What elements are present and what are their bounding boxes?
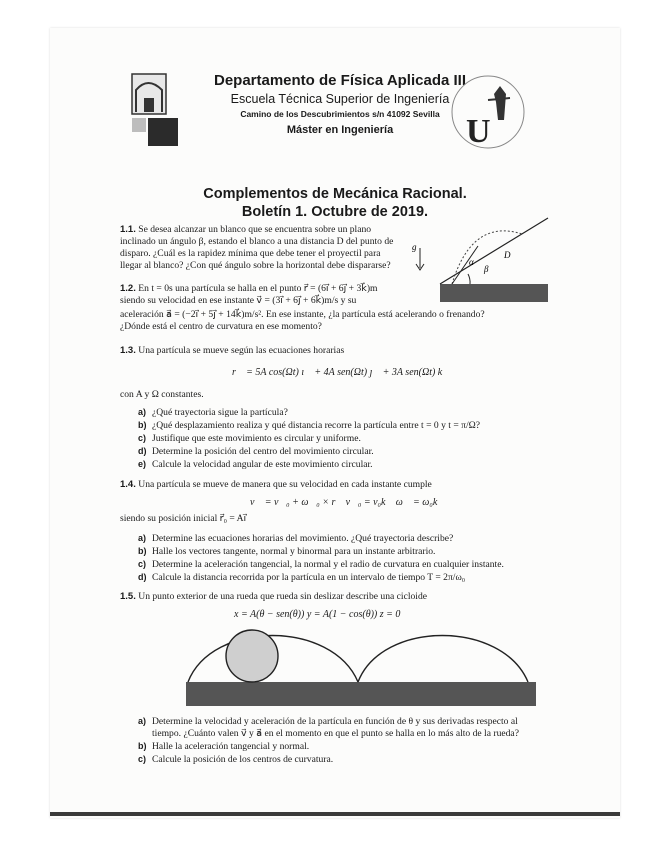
problem-1-3-equation: r⃗ = 5A cos(Ωt) ı⃗ + 4A sen(Ωt) ȷ⃗ + 3A sen(Ωt) k⃗	[232, 367, 451, 378]
problem-1-4-initial: siendo su posición inicial r⃗₀ = Aı⃗	[120, 513, 247, 524]
scan-edge-line	[50, 812, 620, 816]
master-name: Máster en Ingeniería	[286, 124, 394, 136]
fig-label-beta: β	[484, 264, 489, 274]
problem-1-5-item-a-cont: tiempo. ¿Cuánto valen v⃗ y a⃗ en el momento en que el punto se halla en lo más alto de la rueda?	[152, 728, 519, 739]
rolling-wheel	[226, 630, 278, 682]
bulletin-title: Complementos de Mecánica Racional.	[203, 186, 467, 202]
problem-1-3-item-d: d) Determine la posición del centro del movimiento circular.	[138, 446, 374, 457]
department-name: Departamento de Física Aplicada III	[213, 72, 467, 89]
problem-1-1-line-4: llegar al blanco? ¿Con qué ángulo sobre la horizontal debe dispararse?	[120, 260, 391, 271]
cycloid-figure	[182, 626, 542, 712]
document-page	[50, 28, 620, 818]
school-name: Escuela Técnica Superior de Ingeniería	[230, 92, 450, 106]
problem-1-3-item-e: e) Calcule la velocidad angular de este movimiento circular.	[138, 459, 373, 470]
university-seal-icon	[448, 72, 528, 152]
svg-text:U: U	[466, 113, 491, 150]
problem-1-4-item-a: a) Determine las ecuaciones horarias del movimiento. ¿Qué trayectoria describe?	[138, 533, 454, 544]
problem-1-3-item-a: a) ¿Qué trayectoria sigue la partícula?	[138, 407, 288, 418]
problem-1-5-item-a: a) Determine la velocidad y aceleración de la partícula en función de θ y sus derivadas respecto al	[138, 716, 518, 727]
problem-1-3-constants: con A y Ω constantes.	[120, 389, 204, 400]
problem-1-1-line-3: disparo. ¿Cuál es la rapidez mínima que debe tener el proyectil para	[120, 248, 381, 259]
cycloid-arch-2	[358, 636, 528, 683]
problem-1-2-line-2: siendo su velocidad en ese instante v⃗ = (3ı⃗ + 6ȷ⃗ + 6k⃗)m/s y su	[120, 295, 357, 306]
problem-1-5-equation: x = A(θ − sen(θ)) y = A(1 − cos(θ)) z = 0	[234, 609, 401, 620]
problem-1-4-item-d: d) Calcule la distancia recorrida por la partícula en un intervalo de tiempo T = 2π/ω₀	[138, 572, 466, 583]
problem-1-5-intro: 1.5. Un punto exterior de una rueda que rueda sin deslizar describe una cicloide	[120, 591, 428, 602]
problem-1-2-line-3: aceleración a⃗ = (−2ı⃗ + 5ȷ⃗ + 14k⃗)m/s². En ese instante, ¿la partícula está acelerando o frenando?	[120, 309, 485, 320]
ground	[186, 682, 536, 706]
problem-1-2-line-1: 1.2. En t = 0s una partícula se halla en el punto r⃗ = (6ı⃗ + 6ȷ⃗ + 3k⃗)m	[120, 283, 378, 294]
problem-1-3-item-c: c) Justifique que este movimiento es circular y uniforme.	[138, 433, 361, 444]
bulletin-subtitle: Boletín 1. Octubre de 2019.	[241, 204, 429, 220]
problem-1-4-intro: 1.4. Una partícula se mueve de manera que su velocidad en cada instante cumple	[120, 479, 432, 490]
address: Camino de los Descubrimientos s/n 41092 Sevilla	[240, 109, 440, 119]
problem-1-1-line-2: inclinado un ángulo β, estando el blanco a una distancia D del punto de	[120, 236, 394, 247]
problem-1-5-item-c: c) Calcule la posición de los centros de curvatura.	[138, 754, 334, 765]
fig-label-d: D	[504, 250, 511, 260]
problem-1-5-item-b: b) Halle la aceleración tangencial y normal.	[138, 741, 310, 752]
fig-label-g: g	[412, 242, 417, 252]
fig-label-alpha: α	[469, 257, 474, 267]
problem-1-4-equation: v⃗ = v⃗₀ + ω⃗₀ × r⃗ v⃗₀ = v₀k⃗ ω⃗ = ω₀k⃗	[250, 497, 446, 508]
inclined-plane-figure	[412, 210, 562, 314]
letterhead	[50, 68, 620, 168]
problem-1-4-item-b: b) Halle los vectores tangente, normal y binormal para un instante arbitrario.	[138, 546, 436, 557]
problem-1-3-item-b: b) ¿Qué desplazamiento realiza y qué distancia recorre la partícula entre t = 0 y t = π/Ω?	[138, 420, 481, 431]
problem-1-3-intro: 1.3. Una partícula se mueve según las ecuaciones horarias	[120, 345, 345, 356]
problem-1-4-item-c: c) Determine la aceleración tangencial, la normal y el radio de curvatura en cualquier instante.	[138, 559, 504, 570]
problem-1-2-line-4: ¿Dónde está el centro de curvatura en ese momento?	[120, 321, 322, 332]
problem-1-1-line-1: 1.1. Se desea alcanzar un blanco que se encuentra sobre un plano	[120, 224, 372, 235]
